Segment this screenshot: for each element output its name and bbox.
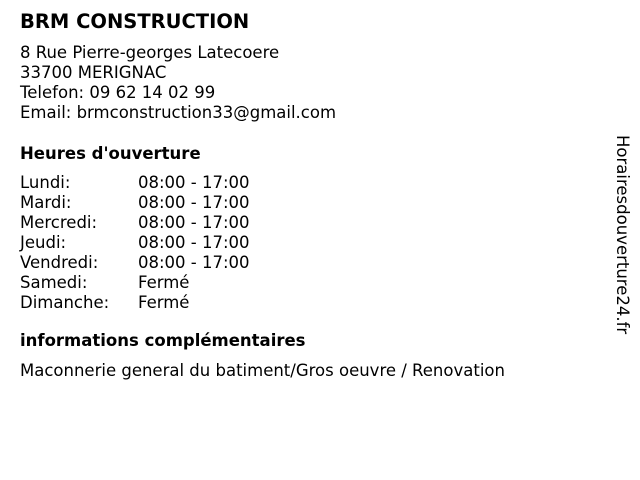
hours-row-vendredi (20, 253, 600, 273)
day-hours: Fermé (138, 273, 190, 292)
business-name: BRM CONSTRUCTION (20, 10, 250, 33)
day-hours: 08:00 - 17:00 (138, 253, 250, 272)
hours-row-lundi (20, 173, 600, 193)
address-street: 8 Rue Pierre-georges Latecoere (20, 43, 280, 62)
hours-row-mercredi (20, 213, 600, 233)
day-hours: 08:00 - 17:00 (138, 233, 250, 252)
day-label: Lundi: (20, 173, 71, 192)
hours-row-mardi (20, 193, 600, 213)
business-card (20, 9, 600, 381)
day-hours: 08:00 - 17:00 (138, 173, 250, 192)
hours-row-samedi (20, 273, 600, 293)
day-hours: 08:00 - 17:00 (138, 193, 250, 212)
phone-number: Telefon: 09 62 14 02 99 (20, 83, 216, 102)
day-label: Mercredi: (20, 213, 98, 232)
opening-hours-title: Heures d'ouverture (20, 144, 201, 163)
email-address: Email: brmconstruction33@gmail.com (20, 103, 337, 122)
opening-hours-table (20, 173, 600, 313)
hours-row-dimanche (20, 293, 600, 313)
day-label: Dimanche: (20, 293, 110, 312)
additional-info-title: informations complémentaires (20, 331, 306, 350)
day-label: Jeudi: (20, 233, 67, 252)
site-watermark: Horairesdouverture24.fr (613, 135, 632, 335)
day-label: Mardi: (20, 193, 72, 212)
additional-info-text: Maconnerie general du batiment/Gros oeuvre / Renovation (20, 361, 505, 380)
day-hours: Fermé (138, 293, 190, 312)
day-hours: 08:00 - 17:00 (138, 213, 250, 232)
day-label: Samedi: (20, 273, 88, 292)
day-label: Vendredi: (20, 253, 99, 272)
address-city: 33700 MERIGNAC (20, 63, 167, 82)
hours-row-jeudi (20, 233, 600, 253)
